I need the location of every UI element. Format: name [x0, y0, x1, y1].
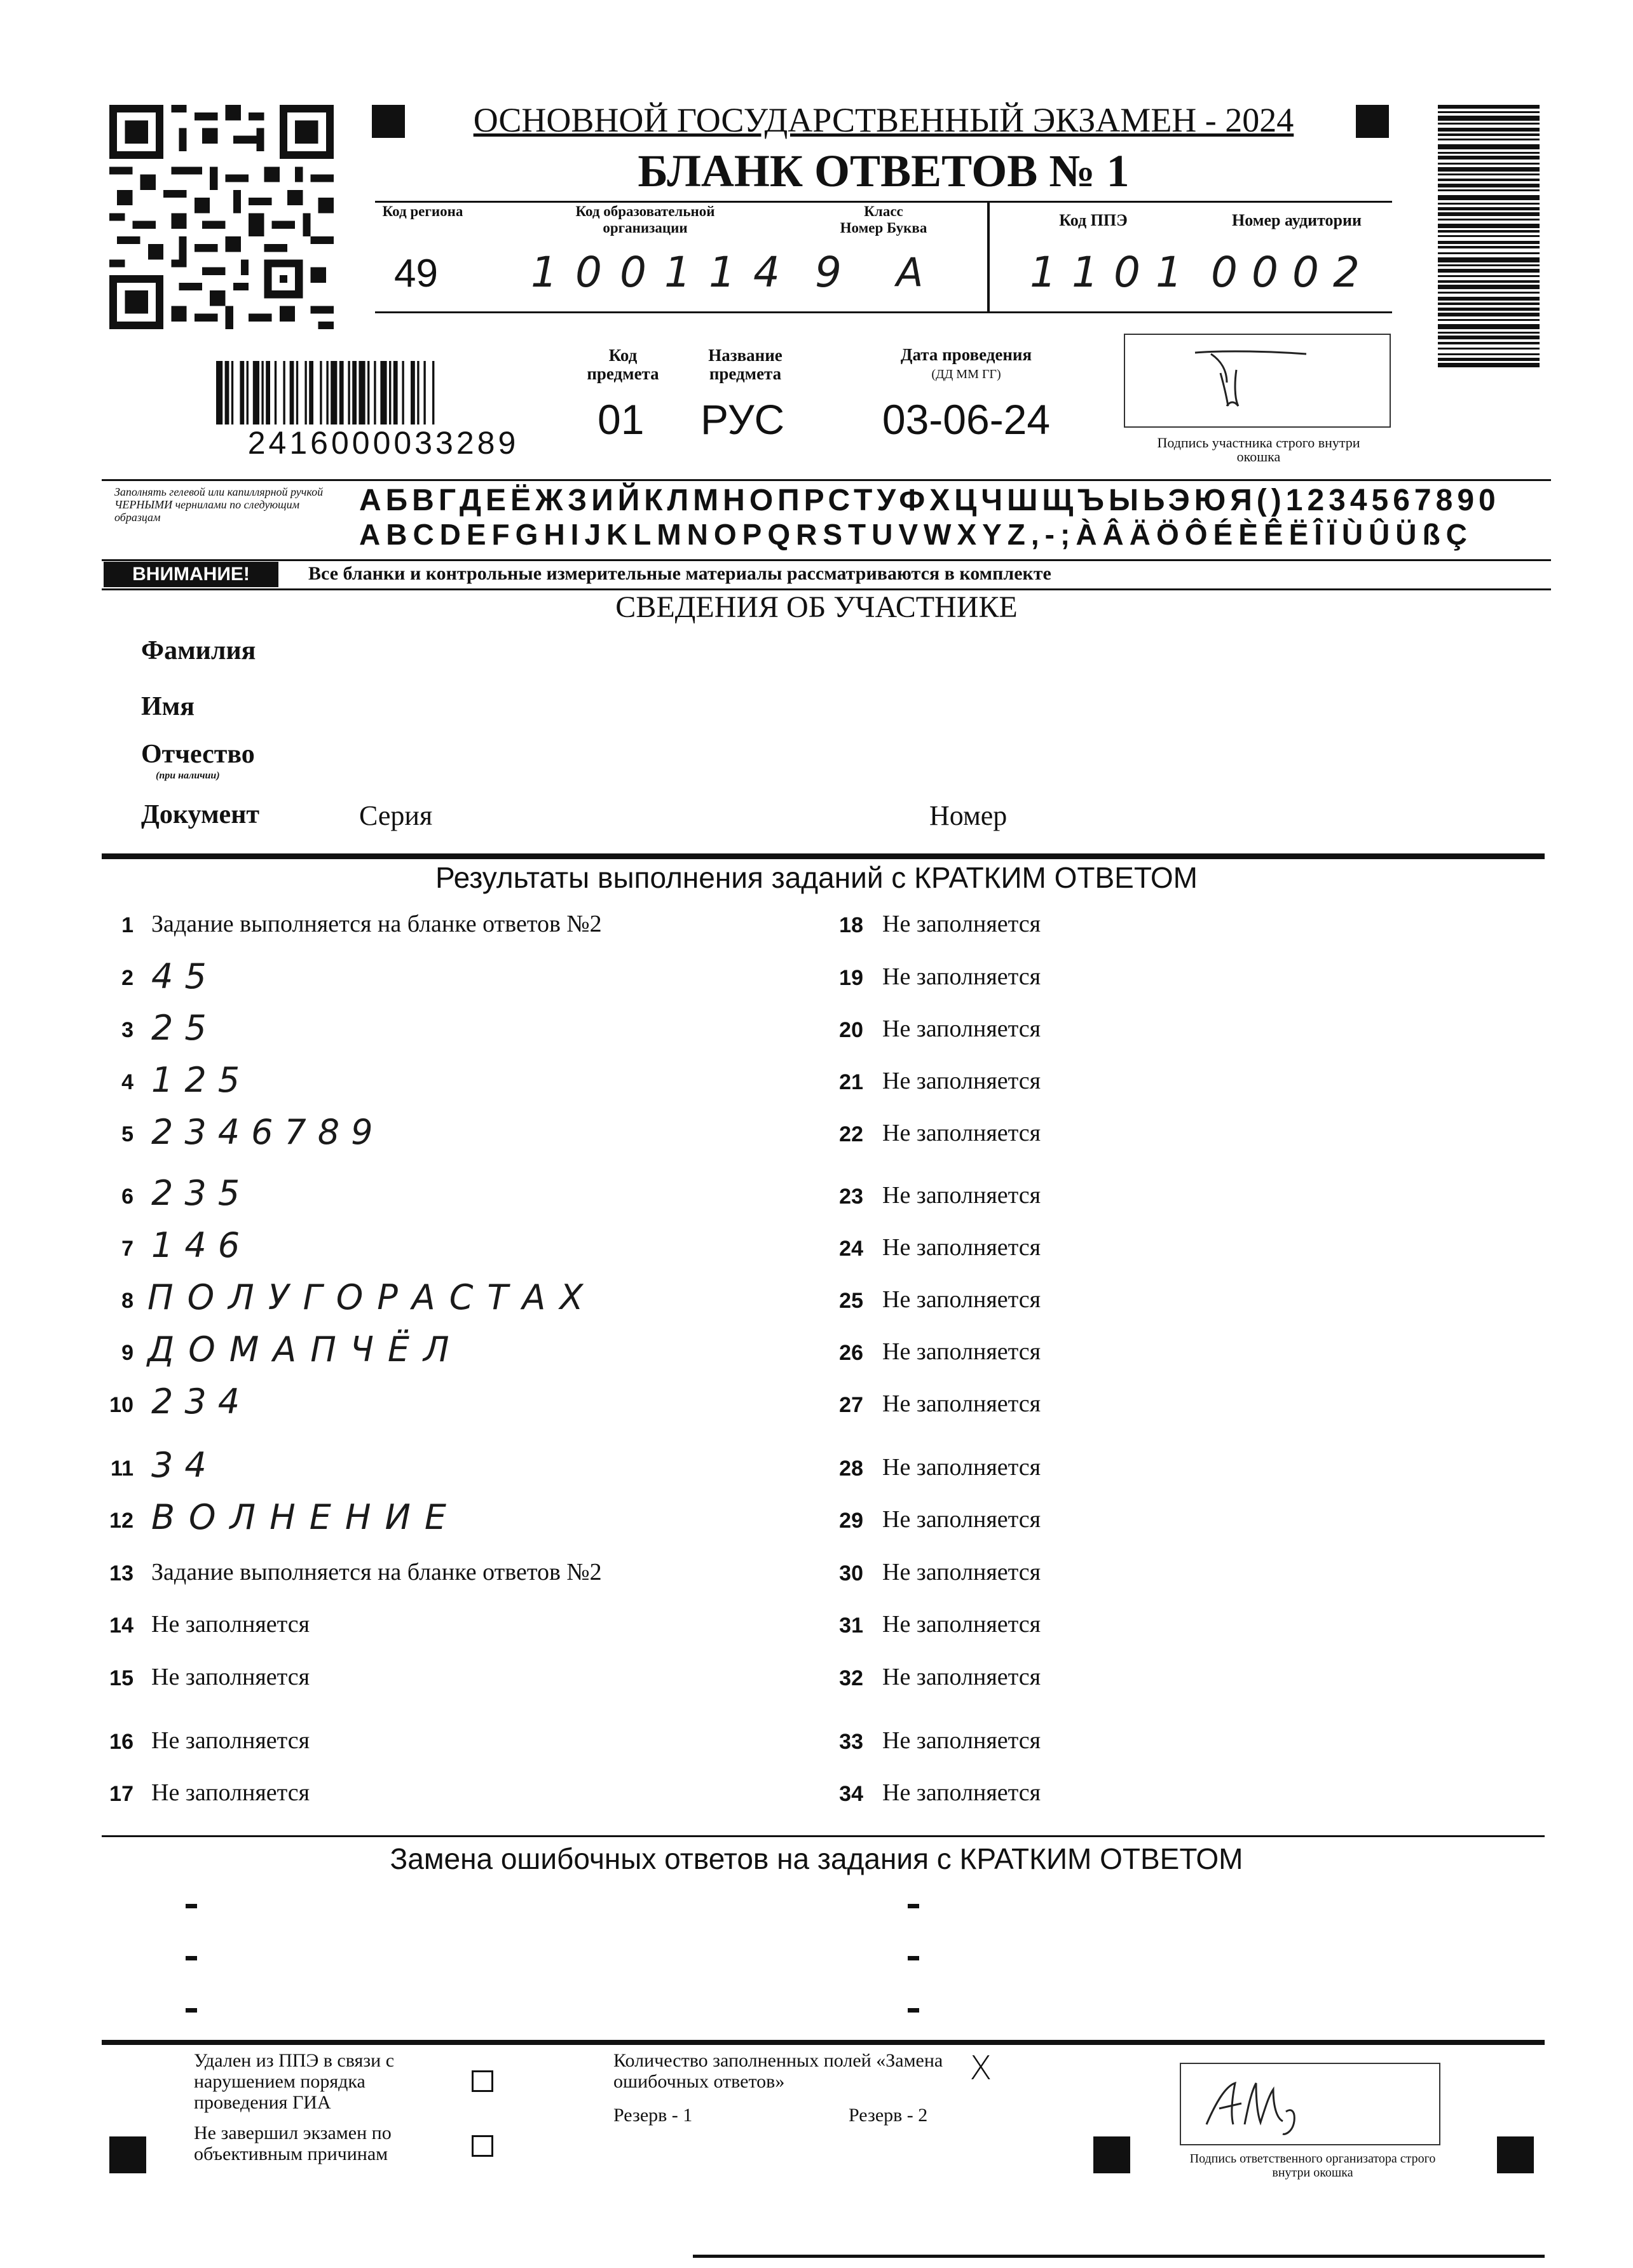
barcode-bar — [380, 361, 386, 424]
corner-marker — [372, 105, 405, 138]
barcode-bar — [290, 361, 294, 424]
row-answer: 235 — [151, 1173, 252, 1213]
divider — [102, 479, 1551, 481]
replacement-field[interactable] — [186, 1904, 197, 1908]
row-status: Не заполняется — [882, 1338, 1041, 1365]
barcode-bar — [275, 361, 277, 424]
region-value: 49 — [394, 252, 438, 295]
row-number: 15 — [109, 1666, 133, 1690]
barcode-bar — [247, 361, 249, 424]
row-answer: 34 — [151, 1445, 218, 1485]
barcode-bar — [402, 361, 404, 424]
barcode-bar — [1438, 313, 1540, 316]
row-answer: 146 — [151, 1225, 252, 1265]
patronymic-label: Отчество — [141, 740, 255, 769]
barcode-bar — [1438, 252, 1540, 254]
replacement-field[interactable] — [186, 2008, 197, 2013]
barcode-bar — [1438, 363, 1540, 367]
row-status: Не заполняется — [882, 1454, 1041, 1481]
barcode-bar — [1438, 123, 1540, 125]
replacement-field[interactable] — [908, 2008, 919, 2013]
row-status: Не заполняется — [151, 1727, 310, 1754]
barcode-bar — [1438, 280, 1540, 283]
room-label: Номер аудитории — [1232, 211, 1362, 229]
barcode-bar — [1438, 156, 1540, 160]
replacement-section-title: Замена ошибочных ответов на задания с КРАТКИМ ОТВЕТОМ — [390, 1842, 1243, 1875]
barcode-bar — [1438, 219, 1540, 221]
barcode-bar — [320, 361, 322, 424]
barcode-bar — [225, 361, 229, 424]
divider — [693, 2255, 1545, 2258]
class-number: 9 — [815, 248, 853, 297]
barcode-bar — [1438, 285, 1540, 289]
barcode-bar — [348, 361, 350, 424]
row-number: 10 — [109, 1393, 133, 1417]
subject-code-label: Код предмета — [587, 346, 659, 383]
row-number: 27 — [839, 1393, 863, 1417]
divider — [102, 559, 1551, 561]
barcode-bar — [1438, 275, 1540, 277]
barcode-bar — [1438, 257, 1540, 262]
row-answer: 234 — [151, 1382, 252, 1422]
document-label: Документ — [141, 800, 260, 829]
row-status: Не заполняется — [151, 1779, 310, 1806]
warning-text: Все бланки и контрольные измерительные материалы рассматриваются в комплекте — [308, 563, 1051, 584]
barcode-bar — [393, 361, 398, 424]
removed-label: Удален из ППЭ в связи с нарушением порядка проведения ГИА — [194, 2050, 395, 2113]
row-number: 12 — [109, 1509, 133, 1533]
divider — [102, 2040, 1545, 2045]
warning-badge: ВНИМАНИЕ! — [104, 562, 278, 587]
organizer-signature — [1181, 2064, 1442, 2147]
row-status: Не заполняется — [882, 1727, 1041, 1754]
row-status: Не заполняется — [882, 1559, 1041, 1586]
barcode-bar — [331, 361, 337, 424]
barcode-bar — [261, 361, 263, 424]
barcode-bar — [1438, 308, 1540, 311]
barcode-bar — [1438, 235, 1540, 237]
row-answer: ПОЛУГОРАСТАХ — [147, 1277, 598, 1317]
organizer-signature-box[interactable] — [1180, 2063, 1440, 2145]
row-number: 4 — [121, 1070, 133, 1094]
barcode-bar — [1438, 332, 1540, 334]
count-label: Количество заполненных полей «Замена ошибочных ответов» — [613, 2050, 943, 2092]
row-number: 3 — [121, 1018, 133, 1042]
barcode-bar — [1438, 189, 1540, 191]
name-label: Имя — [141, 692, 195, 721]
corner-marker — [1497, 2136, 1534, 2173]
count-value: X — [969, 2049, 992, 2088]
organizer-signature-caption: Подпись ответственного организатора строго внутри окошка — [1189, 2152, 1436, 2180]
row-number: 30 — [839, 1561, 863, 1586]
row-number: 7 — [121, 1237, 133, 1261]
sample-instruction: Заполнять гелевой или капиллярной ручкой ЧЕРНЫМИ чернилами по следующим образцам — [114, 486, 324, 524]
row-answer: 2346789 — [151, 1112, 385, 1152]
row-status: Не заполняется — [882, 1120, 1041, 1146]
barcode-bar — [417, 361, 419, 424]
row-number: 21 — [839, 1070, 863, 1094]
not-finished-label: Не завершил экзамен по объективным причинам — [194, 2122, 392, 2164]
barcode-bar — [1438, 358, 1540, 361]
row-number: 18 — [839, 913, 863, 937]
participant-signature-caption: Подпись участника строго внутри окошка — [1141, 436, 1376, 464]
corner-marker — [1356, 105, 1389, 138]
subject-name-label: Название предмета — [708, 346, 782, 383]
row-number: 9 — [121, 1341, 133, 1365]
row-number: 31 — [839, 1613, 863, 1638]
barcode-bar — [339, 361, 344, 424]
barcode-bar — [411, 361, 415, 424]
row-number: 25 — [839, 1289, 863, 1313]
divider — [102, 853, 1545, 859]
barcode-bar — [1438, 207, 1540, 210]
row-number: 5 — [121, 1122, 133, 1146]
barcode-bar — [1438, 324, 1540, 329]
row-number: 28 — [839, 1457, 863, 1481]
divider — [987, 201, 990, 313]
barcode-bar — [1438, 173, 1540, 175]
exam-date: 03-06-24 — [882, 396, 1051, 443]
replacement-field[interactable] — [908, 1904, 919, 1908]
barcode-bar — [367, 361, 369, 424]
qr-code — [109, 105, 334, 329]
row-number: 19 — [839, 966, 863, 990]
row-status: Не заполняется — [151, 1611, 310, 1638]
row-status: Не заполняется — [882, 1234, 1041, 1261]
row-status: Не заполняется — [882, 1779, 1041, 1806]
row-number: 24 — [839, 1237, 863, 1261]
row-status: Не заполняется — [882, 1068, 1041, 1094]
row-status: Не заполняется — [882, 963, 1041, 990]
replacement-field[interactable] — [186, 1956, 197, 1960]
row-number: 29 — [839, 1509, 863, 1533]
barcode-bar — [253, 361, 259, 424]
barcode-bar — [283, 361, 285, 424]
row-status: Не заполняется — [882, 1182, 1041, 1209]
barcode-bar — [1438, 348, 1540, 350]
subject-code: 01 — [598, 396, 645, 443]
barcode-bar — [423, 361, 425, 424]
row-number: 1 — [121, 913, 133, 937]
participant-signature — [1125, 335, 1392, 429]
barcode-bar — [1438, 224, 1540, 228]
participant-signature-box[interactable] — [1124, 334, 1391, 428]
ppe-label: Код ППЭ — [1059, 211, 1128, 229]
barcode-bar — [304, 361, 306, 424]
row-number: 33 — [839, 1730, 863, 1754]
barcode-bar — [1438, 179, 1540, 181]
class-sub-label: Номер Буква — [840, 220, 927, 236]
row-status: Не заполняется — [882, 1664, 1041, 1690]
barcode-bar — [1438, 111, 1540, 113]
exam-title: ОСНОВНОЙ ГОСУДАРСТВЕННЫЙ ЭКЗАМЕН - 2024 — [473, 101, 1294, 139]
barcode-bar — [1438, 128, 1540, 132]
row-number: 20 — [839, 1018, 863, 1042]
row-status: Не заполняется — [882, 911, 1041, 937]
row-status: Задание выполняется на бланке ответов №2 — [151, 911, 602, 937]
row-number: 14 — [109, 1613, 133, 1638]
replacement-field[interactable] — [908, 1956, 919, 1960]
reserve-1-label: Резерв - 1 — [613, 2105, 693, 2126]
number-label: Номер — [929, 800, 1008, 831]
barcode-bar — [1438, 230, 1540, 233]
row-answer: 125 — [151, 1060, 252, 1100]
barcode-bar — [216, 361, 222, 424]
ppe-value: 1101 — [1030, 248, 1198, 297]
surname-label: Фамилия — [141, 636, 256, 665]
barcode-number: 2416000033289 — [247, 425, 519, 461]
barcode-bar — [1438, 342, 1540, 344]
barcode-bar — [1438, 116, 1540, 121]
row-answer: 25 — [151, 1008, 218, 1048]
row-number: 23 — [839, 1185, 863, 1209]
barcode-bar — [296, 361, 298, 424]
class-letter: А — [896, 249, 935, 295]
barcode-bar — [326, 361, 328, 424]
row-number: 6 — [121, 1185, 133, 1209]
barcode-bar — [1438, 302, 1540, 305]
row-number: 13 — [109, 1561, 133, 1586]
barcode-bar — [1438, 269, 1540, 273]
barcode-bar — [1438, 195, 1540, 200]
row-number: 2 — [121, 966, 133, 990]
room-value: 0002 — [1211, 248, 1374, 297]
row-status: Не заполняется — [882, 1015, 1041, 1042]
barcode-bar — [231, 361, 233, 424]
region-label: Код региона — [382, 203, 463, 219]
series-label: Серия — [359, 800, 433, 831]
row-status: Не заполняется — [882, 1286, 1041, 1313]
date-label: Дата проведения — [900, 345, 1032, 364]
barcode-bar — [1438, 133, 1540, 136]
divider — [375, 311, 1392, 313]
barcode-bar — [1438, 184, 1540, 187]
barcode-bar — [1438, 167, 1540, 172]
barcode-bar — [374, 361, 376, 424]
barcode-bar — [1438, 241, 1540, 244]
row-number: 34 — [839, 1782, 863, 1806]
barcode-bar — [240, 361, 244, 424]
barcode-bar — [1438, 297, 1540, 301]
barcode-bar — [1438, 264, 1540, 266]
barcode-bar — [266, 361, 270, 424]
row-number: 11 — [111, 1457, 133, 1481]
barcode-bar — [1438, 203, 1540, 205]
removed-checkbox[interactable] — [472, 2070, 493, 2092]
row-status: Не заполняется — [882, 1506, 1041, 1533]
barcode-bar — [432, 361, 434, 424]
divider — [102, 1835, 1545, 1837]
not-finished-checkbox[interactable] — [472, 2135, 493, 2157]
barcode-bar — [1438, 292, 1540, 294]
corner-marker — [1093, 2136, 1130, 2173]
barcode-bar — [1438, 152, 1540, 154]
sample-cyrillic: АБВГДЕЁЖЗИЙКЛМНОПРСТУФХЦЧШЩЪЫЬЭЮЯ()1234567890 — [359, 484, 1500, 517]
row-status: Не заполняется — [882, 1611, 1041, 1638]
row-number: 16 — [109, 1730, 133, 1754]
barcode-bar — [309, 361, 313, 424]
divider — [375, 201, 1392, 203]
row-status: Не заполняется — [882, 1390, 1041, 1417]
date-format: (ДД ММ ГГ) — [931, 367, 1001, 381]
row-answer: ДОМАПЧЁЛ — [147, 1329, 463, 1369]
row-answer: 45 — [151, 956, 218, 996]
barcode-bar — [1438, 336, 1540, 339]
row-answer: ВОЛНЕНИЕ — [151, 1497, 460, 1537]
barcode-bar — [1438, 353, 1540, 355]
row-number: 32 — [839, 1666, 863, 1690]
barcode-bar — [1438, 144, 1540, 149]
corner-marker — [109, 2136, 146, 2173]
org-label: Код образовательной организации — [575, 203, 715, 236]
barcode-bar — [359, 361, 365, 424]
class-label: Класс — [864, 203, 903, 219]
barcode-bar — [352, 361, 357, 424]
org-value: 100114 — [531, 248, 798, 297]
barcode-bar — [1438, 246, 1540, 248]
row-number: 22 — [839, 1122, 863, 1146]
subject-name: РУС — [700, 396, 785, 443]
barcode-bar — [389, 361, 391, 424]
participant-section-title: СВЕДЕНИЯ ОБ УЧАСТНИКЕ — [615, 590, 1018, 624]
patronymic-note: (при наличии) — [156, 770, 220, 781]
barcode-bar — [1438, 105, 1540, 109]
row-number: 8 — [121, 1289, 133, 1313]
barcode-bar — [1438, 139, 1540, 140]
side-barcode — [1438, 105, 1540, 461]
form-title: БЛАНК ОТВЕТОВ № 1 — [638, 146, 1130, 196]
sample-latin: ABCDEFGHIJKLMNOPQRSTUVWXYZ,-;ÀÂÄÖÔÉÈÊËÎÏÙÛÜßÇ — [359, 518, 1473, 551]
row-status: Задание выполняется на бланке ответов №2 — [151, 1559, 602, 1586]
barcode-bar — [1438, 163, 1540, 165]
results-section-title: Результаты выполнения заданий с КРАТКИМ ОТВЕТОМ — [435, 861, 1198, 894]
reserve-2-label: Резерв - 2 — [849, 2105, 928, 2126]
row-number: 26 — [839, 1341, 863, 1365]
barcode-bar — [1438, 212, 1540, 216]
barcode-bar — [1438, 319, 1540, 321]
row-status: Не заполняется — [151, 1664, 310, 1690]
row-number: 17 — [109, 1782, 133, 1806]
